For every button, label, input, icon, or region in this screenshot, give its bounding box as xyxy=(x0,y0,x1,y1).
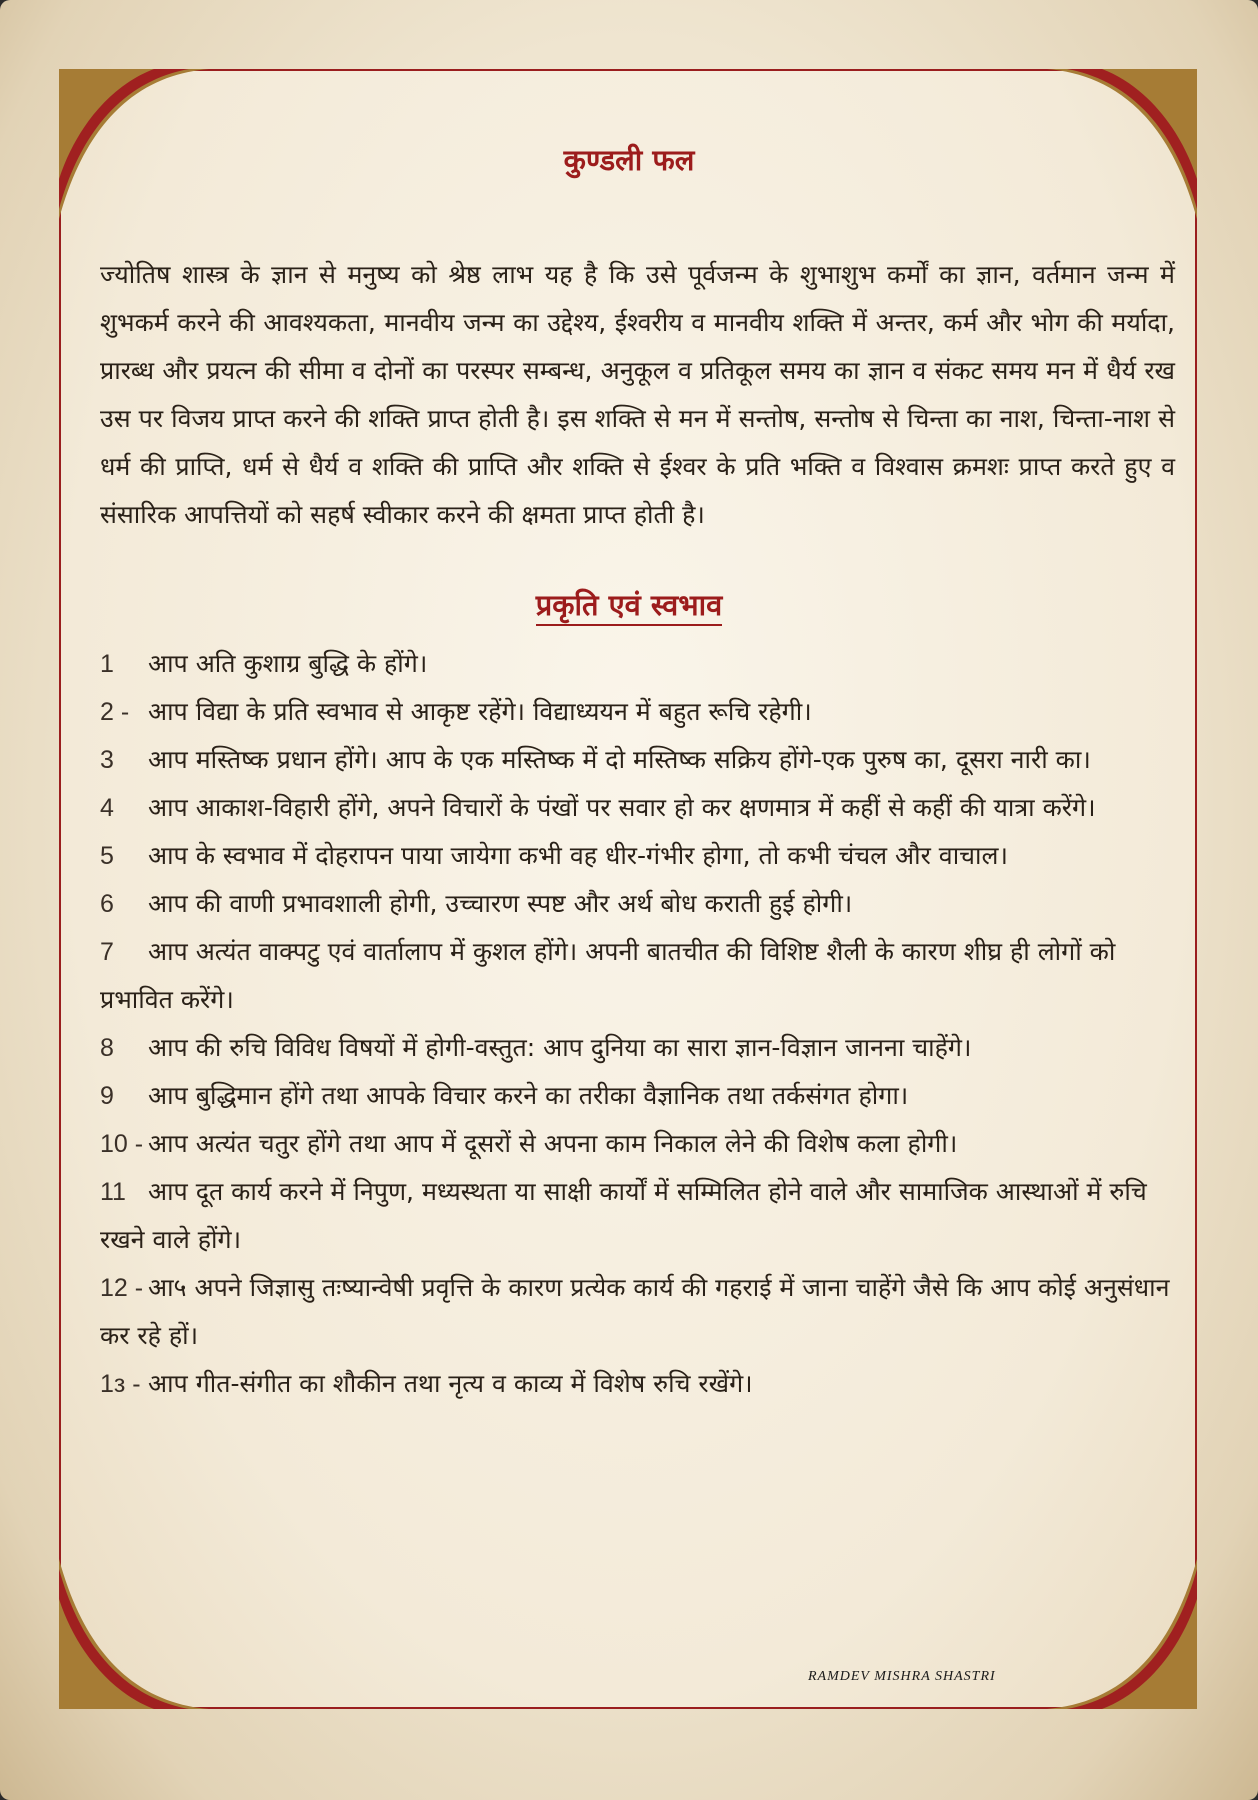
item-number: 4 xyxy=(100,794,114,822)
item-number: 3 xyxy=(100,746,114,774)
trait-list xyxy=(100,640,1180,1408)
item-number: 6 xyxy=(100,890,114,918)
item-number: 11 xyxy=(100,1178,126,1206)
item-text: आ५ अपने जिज्ञासु त‍‍ःष्यान्वेषी प्रवृत्ति के कारण प्रत्येक कार्य की गहराई में जाना चाहेंगे जैसे कि आप कोई अनुसंधान कर रहे हों। xyxy=(100,1273,1170,1350)
item-number: 2 - xyxy=(100,698,130,726)
page-title: कुण्डली फल xyxy=(563,143,695,177)
list-item xyxy=(100,736,1180,784)
intro-paragraph: ज्योतिष शास्त्र के ज्ञान से मनुष्य को श्रेष्ठ लाभ यह है कि उसे पूर्वजन्म के शुभाशुभ कर्मों का ज्ञान, वर्तमान जन्म में शुभकर्म करने की आवश्यकता, मानवीय जन्म का उद्देश्य, ईश्वरीय व मानवीय शक्ति में अन्तर, कर्म और भोग की मर्यादा, प्रारब्ध और प्रयत्न की सीमा व दोनों का परस्पर सम्बन्ध, अनुकूल व प्रतिकूल समय का ज्ञान व संकट समय मन में धैर्य रख उस पर विजय प्राप्त करने की शक्ति प्राप्त होती है। इस शक्ति से मन में सन्तोष, सन्तोष से चिन्ता का नाश, चिन्ता-नाश से धर्म की प्राप्ति, धर्म से धैर्य व शक्ति की प्राप्ति और शक्ति से ईश्वर के प्रति भक्ति व विश्वास क्रमशः प्राप्त करते हुए व संसारिक आपत्तियों को सहर्ष स्वीकार करने की क्षमता प्राप्त होती है। xyxy=(100,260,1175,529)
item-number: 8 xyxy=(100,1034,114,1062)
item-number: 12 - xyxy=(100,1274,144,1302)
item-text: आप अत्यंत वाक्पटु एवं वार्तालाप में कुशल होंगे। अपनी बातचीत की विशिष्ट शैली के कारण शीघ्र ही लोगों को प्रभावित करेंगे। xyxy=(100,937,1116,1014)
list-item xyxy=(100,1024,1180,1072)
item-text: आप अत्यंत चतुर होंगे तथा आप में दूसरों से अपना काम निकाल लेने की विशेष कला होगी। xyxy=(148,1129,958,1158)
item-text: आप गीत-संगीत का शौकीन तथा नृत्य व काव्य में विशेष रुचि रखेंगे। xyxy=(148,1369,753,1398)
list-item xyxy=(100,688,1180,736)
section-heading xyxy=(0,585,1258,624)
list-item xyxy=(100,928,1180,1024)
list-item xyxy=(100,1072,1180,1120)
item-number: 9 xyxy=(100,1082,114,1110)
section-heading-text: प्रकृति एवं स्वभाव xyxy=(536,588,723,626)
item-text: आप दूत कार्य करने में निपुण, मध्यस्थता या साक्षी कार्यों में सम्मिलित होने वाले और सामाजिक आस्थाओं में रुचि रखने वाले होंगे। xyxy=(100,1177,1147,1254)
list-item xyxy=(100,1168,1180,1264)
item-text: आप के स्वभाव में दोहरापन पाया जायेगा कभी वह धीर-गंभीर होगा, तो कभी चंचल और वाचाल। xyxy=(148,841,1008,870)
list-item xyxy=(100,784,1180,832)
list-item xyxy=(100,832,1180,880)
item-text: आप विद्या के प्रति स्वभाव से आकृष्ट रहेंगे। विद्याध्ययन में बहुत रूचि रहेगी। xyxy=(148,697,812,726)
corner-ornament-bottom-left xyxy=(59,1559,209,1709)
item-number: 5 xyxy=(100,842,114,870)
item-number: 1з - xyxy=(100,1370,141,1398)
item-number: 10 - xyxy=(100,1130,144,1158)
item-text: आप अति कुशाग्र बुद्धि के होंगे। xyxy=(148,649,428,678)
item-text: आप की वाणी प्रभावशाली होगी, उच्चारण स्पष्ट और अर्थ बोध कराती हुई होगी। xyxy=(148,889,853,918)
list-item xyxy=(100,1264,1180,1360)
item-text: आप मस्तिष्क प्रधान होंगे। आप के एक मस्तिष्क में दो मस्तिष्क सक्रिय होंगे-एक पुरुष का, दूसरा नारी का। xyxy=(148,745,1091,774)
list-item xyxy=(100,640,1180,688)
item-number: 1 xyxy=(100,650,114,678)
list-item xyxy=(100,1120,1180,1168)
item-text: आप बुद्धिमान होंगे तथा आपके विचार करने का तरीका वैज्ञानिक तथा तर्कसंगत होगा। xyxy=(148,1081,909,1110)
item-text: आप की रुचि विविध विषयों में होगी-वस्तुत: आप दुनिया का सारा ज्ञान-विज्ञान जानना चाहेंगे। xyxy=(148,1033,972,1062)
item-number: 7 xyxy=(100,938,114,966)
item-text: आप आकाश-विहारी होंगे, अपने विचारों के पंखों पर सवार हो कर क्षणमात्र में कहीं से कहीं की यात्रा करेंगे। xyxy=(148,793,1096,822)
list-item xyxy=(100,880,1180,928)
author-signature: RAMDEV MISHRA SHASTRI xyxy=(808,1669,996,1684)
corner-ornament-bottom-right xyxy=(1047,1559,1197,1709)
list-item xyxy=(100,1360,1180,1408)
